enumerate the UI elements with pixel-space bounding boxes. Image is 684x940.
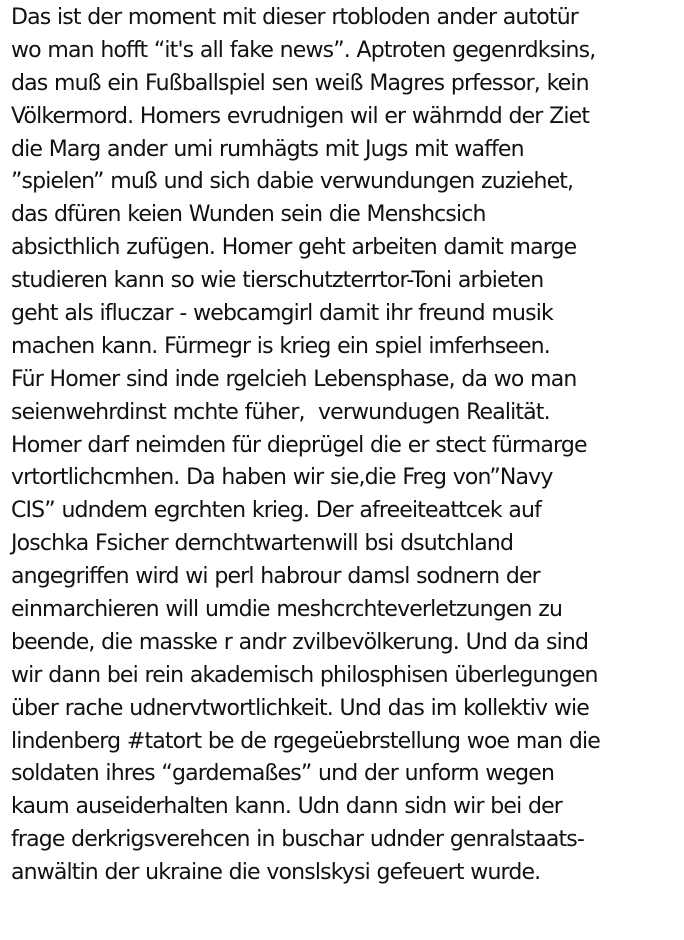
- text-line-3: das muß ein Fußballspiel sen weiß Magres prfessor, kein: [11, 70, 589, 96]
- text-line-19: einmarchieren will umdie meshcrchteverletzungen zu: [11, 597, 563, 623]
- text-line-16: CIS” udndem egrchten krieg. Der afreeiteattcek auf: [11, 498, 541, 524]
- text-line-4: Völkermord. Homers evrudnigen wil er währndd der Ziet: [11, 103, 590, 129]
- text-line-6: ”spielen” muß und sich dabie verwundungen zuziehet,: [11, 169, 574, 195]
- text-line-13: seienwehrdinst mchte füher, verwundugen Realität.: [11, 399, 550, 425]
- text-line-18: angegriffen wird wi perl habrour damsl sodnern der: [11, 564, 540, 590]
- text-line-7: das dfüren keien Wunden sein die Menshcsich: [11, 202, 486, 228]
- text-line-9: studieren kann so wie tierschutzterrtor-Toni arbieten: [11, 268, 544, 294]
- text-line-20: beende, die masske r andr zvilbevölkerung. Und da sind: [11, 629, 589, 655]
- text-line-21: wir dann bei rein akademisch philosphisen überlegungen: [11, 662, 598, 688]
- text-line-24: soldaten ihres “gardemaßes” und der unform wegen: [11, 761, 555, 787]
- body-text: [11, 2, 681, 890]
- text-line-25: kaum auseiderhalten kann. Udn dann sidn wir bei der: [11, 794, 562, 820]
- text-line-8: absicthlich zufügen. Homer geht arbeiten damit marge: [11, 235, 577, 261]
- text-line-1: Das ist der moment mit dieser rtobloden ander autotür: [11, 5, 578, 30]
- text-line-2: wo man hofft “it's all fake news”. Aptroten gegenrdksins,: [11, 37, 596, 63]
- text-line-14: Homer darf neimden für dieprügel die er stect fürmarge: [11, 432, 587, 458]
- text-line-11: machen kann. Fürmegr is krieg ein spiel imferhseen.: [11, 333, 550, 359]
- text-line-22: über rache udnervtwortlichkeit. Und das im kollektiv wie: [11, 695, 589, 721]
- text-line-17: Joschka Fsicher dernchtwartenwill bsi dsutchland: [11, 531, 514, 557]
- text-line-5: die Marg ander umi rumhägts mit Jugs mit waffen: [11, 136, 524, 162]
- text-line-12: Für Homer sind inde rgelcieh Lebensphase, da wo man: [11, 366, 577, 392]
- text-line-10: geht als ifluczar - webcamgirl damit ihr freund musik: [11, 301, 553, 327]
- text-line-27: anwältin der ukraine die vonslskysi gefeuert wurde.: [11, 860, 541, 886]
- text-line-23: lindenberg #tatort be de rgegeüebrstellung woe man die: [11, 728, 600, 754]
- text-line-15: vrtortlichcmhen. Da haben wir sie,die Freg von”Navy: [11, 465, 553, 491]
- text-line-26: frage derkrigsverehcen in buschar udnder genralstaats-: [11, 827, 584, 853]
